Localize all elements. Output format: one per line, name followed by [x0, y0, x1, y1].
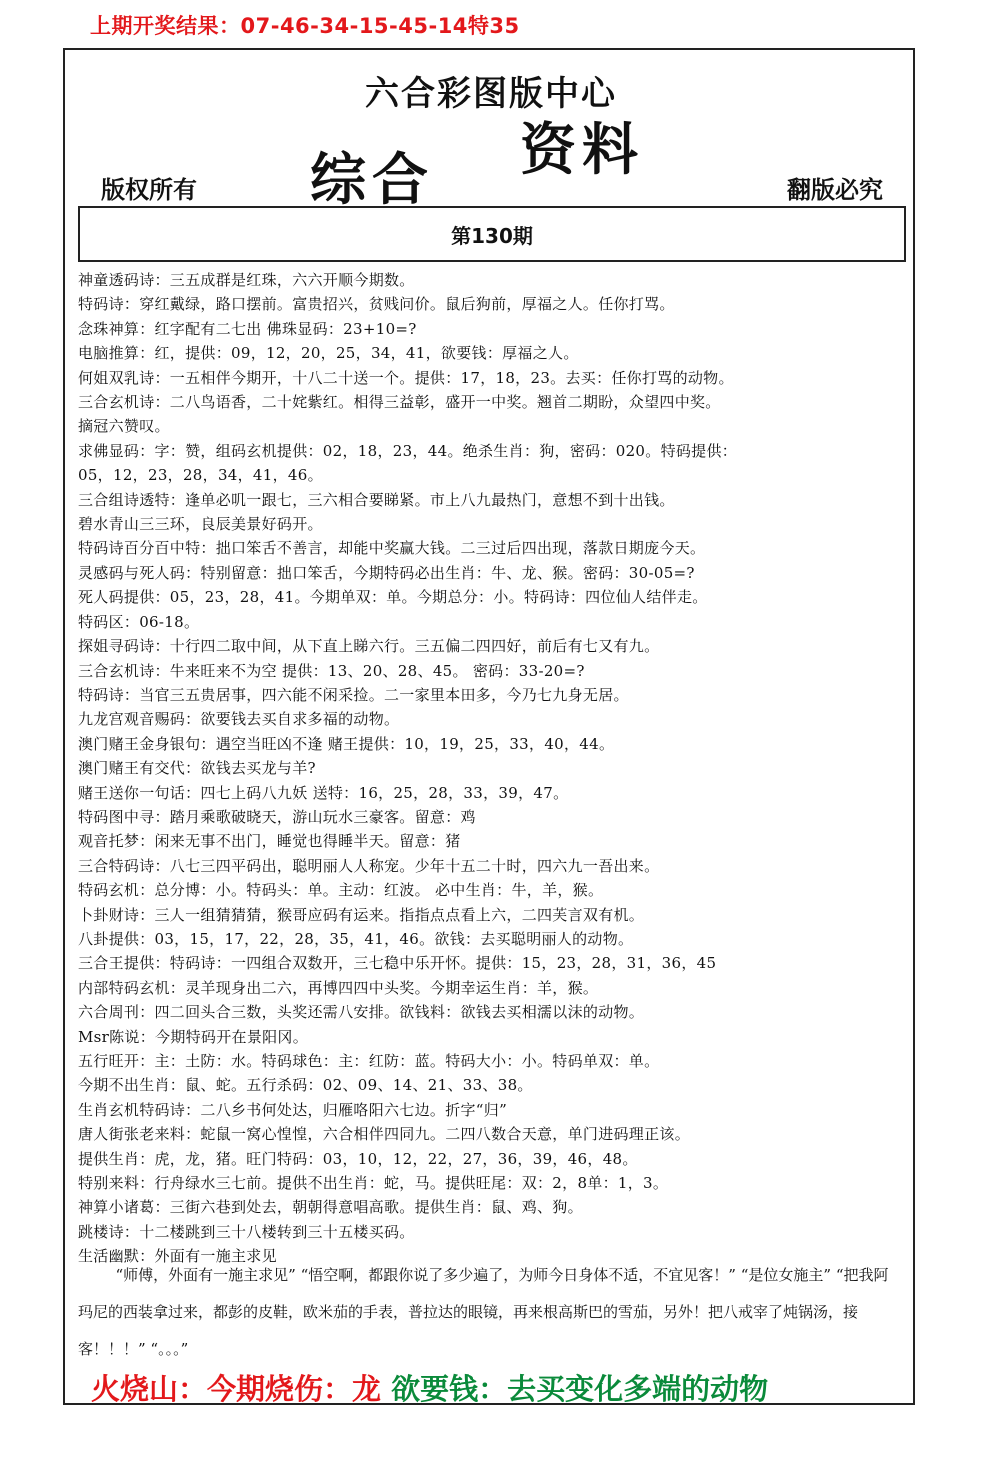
banner-part-green: 欲要钱：去买变化多端的动物	[391, 1372, 769, 1406]
content-line: 五行旺开：主：土防：水。特码球色：主：红防：蓝。特码大小：小。特码单双：单。	[78, 1052, 660, 1070]
humor-story	[78, 1257, 898, 1368]
content-line: 死人码提供：05，23，28，41。今期单双：单。今期总分：小。特码诗：四位仙人结伴走。	[78, 588, 708, 607]
content-line: 三合玄机诗：二八鸟语香，二十姹紫红。相得三益彰，盛开一中奖。翘首二期盼，众望四中奖。	[78, 393, 721, 412]
content-line: 05，12，23，28，34，41，46。	[78, 466, 323, 485]
document-frame	[63, 48, 915, 1405]
center-title: 六合彩图版中心	[365, 74, 617, 114]
masthead	[65, 50, 913, 213]
content-line: 观音托梦：闲来无事不出门，睡觉也得睡半天。留意：猪	[78, 832, 461, 851]
content-line: 六合周刊：四二回头合三数，头奖还需八安排。欲钱料：欲钱去买相濡以沫的动物。	[78, 1003, 645, 1022]
issue-number-box	[78, 206, 906, 262]
story-text: “师傅，外面有一施主求见” “悟空啊，都跟你说了多少遍了，为师今日身体不适，不宜见客！” “是位女施主” “把我阿玛尼的西装拿过来，都彭的皮鞋，欧米茄的手表，普拉达的眼镜，再来根高斯巴的雪茄，另外！把八戒宰了炖锅汤，接客！！！” “。。。”	[78, 1266, 889, 1358]
bottom-banner	[91, 1367, 768, 1408]
previous-draw-result: 上期开奖结果：07-46-34-15-45-14特35	[90, 14, 520, 38]
content-line: 特别来料：行舟绿水三七前。提供不出生肖：蛇，马。提供旺尾：双：2，8单：1，3。	[78, 1174, 669, 1193]
content-line: 特码玄机：总分博：小。特码头：单。主动：红波。 必中生肖：牛，羊，猴。	[78, 881, 604, 900]
content-line: 九龙宫观音赐码：欲要钱去买自求多福的动物。	[78, 710, 400, 729]
content-line: 三合特码诗：八七三四平码出，聪明丽人人称宠。少年十五二十时，四六九一吾出来。	[78, 856, 660, 875]
content-line: 求佛显码：字：赞，组码玄机提供：02，18，23，44。绝杀生肖：狗，密码：020。特码提供：	[78, 441, 738, 460]
content-line: 电脑推算：红，提供：09，12，20，25，34，41，欲要钱：厚福之人。	[78, 344, 579, 363]
content-line: 摘冠六赞叹。	[78, 417, 170, 436]
content-line: 念珠神算：红字配有二七出 佛珠显码：23+10=?	[78, 319, 417, 338]
content-line: 特码诗：穿红戴绿，路口摆前。富贵招兴，贫贱问价。鼠后狗前，厚福之人。任你打骂。	[78, 295, 675, 314]
content-line: 澳门赌王金身银句：遇空当旺凶不逢 赌王提供：10，19，25，33，40，44。	[78, 734, 615, 753]
content-line: 灵感码与死人码：特别留意：拙口笨舌，今期特码必出生肖：牛、龙、猴。密码：30-05=?	[78, 563, 695, 582]
content-line: 特码区：06-18。	[78, 612, 200, 631]
content-line: Msr陈说：今期特码开在景阳冈。	[78, 1027, 309, 1046]
content-line: 神算小诸葛：三街六巷到处去，朝朝得意唱高歌。提供生肖：鼠、鸡、狗。	[78, 1198, 583, 1217]
content-line: 跳楼诗：十二楼跳到三十八楼转到三十五楼买码。	[78, 1222, 415, 1241]
content-line: 探姐寻码诗：十行四二取中间，从下直上睇六行。三五偏二四四好，前后有七又有九。	[78, 637, 660, 656]
content-line: 提供生肖：虎，龙，猪。旺门特码：03，10，12，22，27，36，39，46，48。	[78, 1149, 638, 1168]
copyright-left: 版权所有	[101, 175, 197, 204]
content-lines	[78, 268, 908, 1269]
content-line: 特码图中寻：踏月乘歌破晓天，游山玩水三豪客。留意：鸡	[78, 807, 476, 826]
big-title-ziliao: 资料	[520, 117, 644, 183]
content-line: 卜卦财诗：三人一组猜猜猜，猴哥应码有运来。指指点点看上六，二四芙言双有机。	[78, 905, 645, 924]
content-line: 生活幽默：外面有一施主求见	[78, 1247, 277, 1266]
content-line: 神童透码诗：三五成群是红珠，六六开顺今期数。	[78, 271, 415, 289]
content-line: 碧水青山三三环，良辰美景好码开。	[78, 515, 323, 534]
content-line: 特码诗百分百中特：拙口笨舌不善言，却能中奖赢大钱。二三过后四出现，落款日期庞今天。	[78, 539, 706, 558]
issue-number: 第130期	[451, 223, 533, 248]
content-line: 何姐双乳诗：一五相伴今期开，十八二十送一个。提供：17，18，23。去买：任你打骂的动物。	[78, 368, 734, 387]
content-line: 澳门赌王有交代：欲钱去买龙与羊?	[78, 759, 316, 778]
big-title-zonghe: 综合	[310, 147, 434, 213]
content-line: 特码诗：当官三五贵居事，四六能不闲采捡。二一家里本田多，今乃七九身无居。	[78, 685, 629, 704]
banner-part-red: 火烧山：今期烧伤：龙	[91, 1372, 382, 1406]
content-line: 赌王送你一句话：四七上码八九妖 送特：16，25，28，33，39，47。	[78, 783, 569, 802]
content-line: 今期不出生肖：鼠、蛇。五行杀码：02、09、14、21、33、38。	[78, 1076, 533, 1095]
content-line: 唐人街张老来料：蛇鼠一窝心惶惶，六合相伴四同九。二四八数合天意，单门进码理正该。	[78, 1125, 691, 1144]
content-line: 八卦提供：03，15，17，22，28，35，41，46。欲钱：去买聪明丽人的动物。	[78, 929, 634, 948]
content-line: 内部特码玄机：灵羊现身出二六，再博四四中头奖。今期幸运生肖：羊，猴。	[78, 978, 599, 997]
content-line: 三合玄机诗：牛来旺来不为空 提供：13、20、28、45。 密码：33-20=?	[78, 661, 585, 680]
content-line: 三合组诗透特：逢单必叽一跟七，三六相合要睇紧。市上八九最热门，意想不到十出钱。	[78, 490, 675, 509]
content-line: 三合王提供：特码诗：一四组合双数开，三七稳中乐开怀。提供：15，23，28，31，36，45	[78, 954, 717, 973]
content-line: 生肖玄机特码诗：二八乡书何处达，归雁咯阳六七边。折字“归”	[78, 1100, 508, 1119]
copyright-right: 翻版必究	[787, 175, 883, 204]
